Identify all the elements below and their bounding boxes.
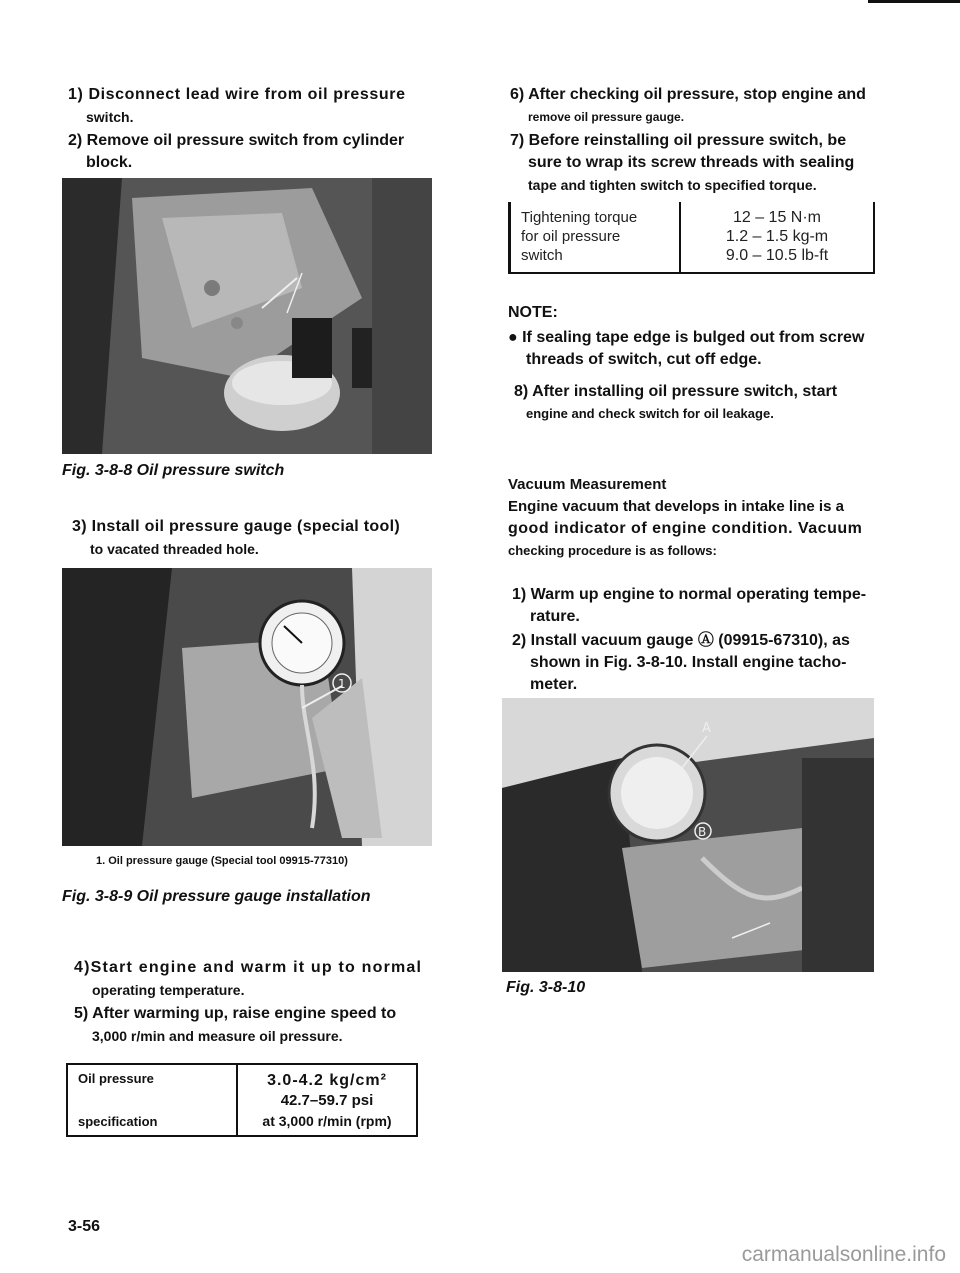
- fig-3-8-9-caption: Fig. 3-8-9 Oil pressure gauge installation: [62, 888, 371, 905]
- vacuum-step-1-line-1: 1) Warm up engine to normal operating tempe-: [512, 586, 867, 603]
- left-steps-1-2: [68, 84, 438, 174]
- step-8-line-2: engine and check switch for oil leakage.: [526, 406, 774, 421]
- torque-label-line-2: for oil pressure: [521, 228, 621, 245]
- vacuum-para-line-3: checking procedure is as follows:: [508, 543, 717, 558]
- spec-value-line-3: at 3,000 r/min (rpm): [262, 1113, 392, 1129]
- torque-spec-table: [508, 202, 875, 274]
- top-rule: [868, 0, 960, 3]
- step-3-line-2: to vacated threaded hole.: [90, 541, 259, 557]
- note-line-2: threads of switch, cut off edge.: [526, 351, 762, 368]
- vacuum-step-2-line-2: shown in Fig. 3-8-10. Install engine tacho-: [530, 654, 847, 671]
- fig-3-8-8-caption: Fig. 3-8-8 Oil pressure switch: [62, 462, 285, 479]
- step-7-line-2: sure to wrap its screw threads with sealing: [528, 154, 855, 171]
- vacuum-step-2-line-3: meter.: [530, 676, 578, 693]
- note-line-1: ● If sealing tape edge is bulged out from screw: [508, 329, 865, 346]
- vacuum-steps: [512, 584, 882, 696]
- torque-value-line-3: 9.0 – 10.5 lb-ft: [725, 247, 829, 264]
- photo-oil-pressure-switch: [62, 178, 432, 454]
- step-3-line-1: 3) Install oil pressure gauge (special tool): [72, 518, 400, 535]
- engine-illustration-2: [62, 568, 432, 846]
- step-6-line-2: remove oil pressure gauge.: [528, 110, 685, 124]
- spec-label-cell: [68, 1065, 238, 1135]
- torque-label-cell: [511, 202, 681, 272]
- photo-oil-pressure-gauge: [62, 568, 432, 846]
- fig-3-8-9-note: 1. Oil pressure gauge (Special tool 09915-77310): [96, 855, 348, 867]
- step-1-line-2: switch.: [86, 109, 134, 125]
- torque-value-line-1: 12 – 15 N·m: [732, 209, 822, 226]
- watermark: carmanualsonline.info: [741, 1243, 946, 1266]
- step-4-line-1: 4)Start engine and warm it up to normal: [74, 959, 423, 976]
- oil-pressure-spec-table: [66, 1063, 418, 1137]
- spec-value-line-1: 3.0-4.2 kg/cm²: [267, 1072, 387, 1089]
- torque-label-line-1: Tightening torque: [521, 209, 638, 226]
- spec-label-line-2: specification: [78, 1114, 158, 1129]
- callout-b-label: B: [698, 825, 707, 839]
- vacuum-section: [508, 474, 883, 562]
- step-4-line-2: operating temperature.: [92, 982, 245, 998]
- fig-3-8-10-caption: Fig. 3-8-10: [506, 979, 586, 996]
- step-6-line-1: 6) After checking oil pressure, stop engine and: [510, 86, 866, 103]
- right-steps-6-7: [510, 84, 880, 196]
- spec-label-line-1: Oil pressure: [78, 1071, 154, 1086]
- step-2-line-1: 2) Remove oil pressure switch from cylinder: [68, 132, 405, 149]
- torque-value-cell: [681, 202, 873, 272]
- vacuum-step-2-line-1: 2) Install vacuum gauge Ⓐ (09915-67310), as: [512, 632, 850, 649]
- engine-illustration-3: [502, 698, 874, 972]
- vacuum-para-line-1: Engine vacuum that develops in intake line is a: [508, 498, 844, 515]
- step-7-line-3: tape and tighten switch to specified torque.: [528, 177, 817, 193]
- left-steps-4-5: [74, 957, 444, 1047]
- spec-value-line-2: 42.7–59.7 psi: [280, 1092, 374, 1109]
- step-8-line-1: 8) After installing oil pressure switch, start: [514, 383, 838, 400]
- callout-a-label: A: [702, 721, 711, 736]
- page-number: 3-56: [68, 1218, 101, 1235]
- step-1-line-1: 1) Disconnect lead wire from oil pressure: [68, 86, 406, 103]
- photo-vacuum-gauge: [502, 698, 874, 972]
- step-7-line-1: 7) Before reinstalling oil pressure switch, be: [510, 132, 847, 149]
- note-block: [508, 302, 883, 425]
- callout-1-label: 1: [338, 677, 346, 691]
- engine-illustration-1: [62, 178, 432, 454]
- torque-label-line-3: switch: [521, 247, 563, 264]
- vacuum-title: Vacuum Measurement: [508, 476, 667, 493]
- spec-value-cell: [238, 1065, 416, 1135]
- vacuum-step-1-line-2: rature.: [530, 608, 580, 625]
- note-title: NOTE:: [508, 304, 558, 321]
- left-step-3: [72, 516, 442, 560]
- step-5-line-2: 3,000 r/min and measure oil pressure.: [92, 1028, 343, 1044]
- torque-value-line-2: 1.2 – 1.5 kg-m: [725, 228, 829, 245]
- step-2-line-2: block.: [86, 154, 133, 171]
- vacuum-para-line-2: good indicator of engine condition. Vacuum: [508, 520, 863, 537]
- step-5-line-1: 5) After warming up, raise engine speed to: [74, 1005, 397, 1022]
